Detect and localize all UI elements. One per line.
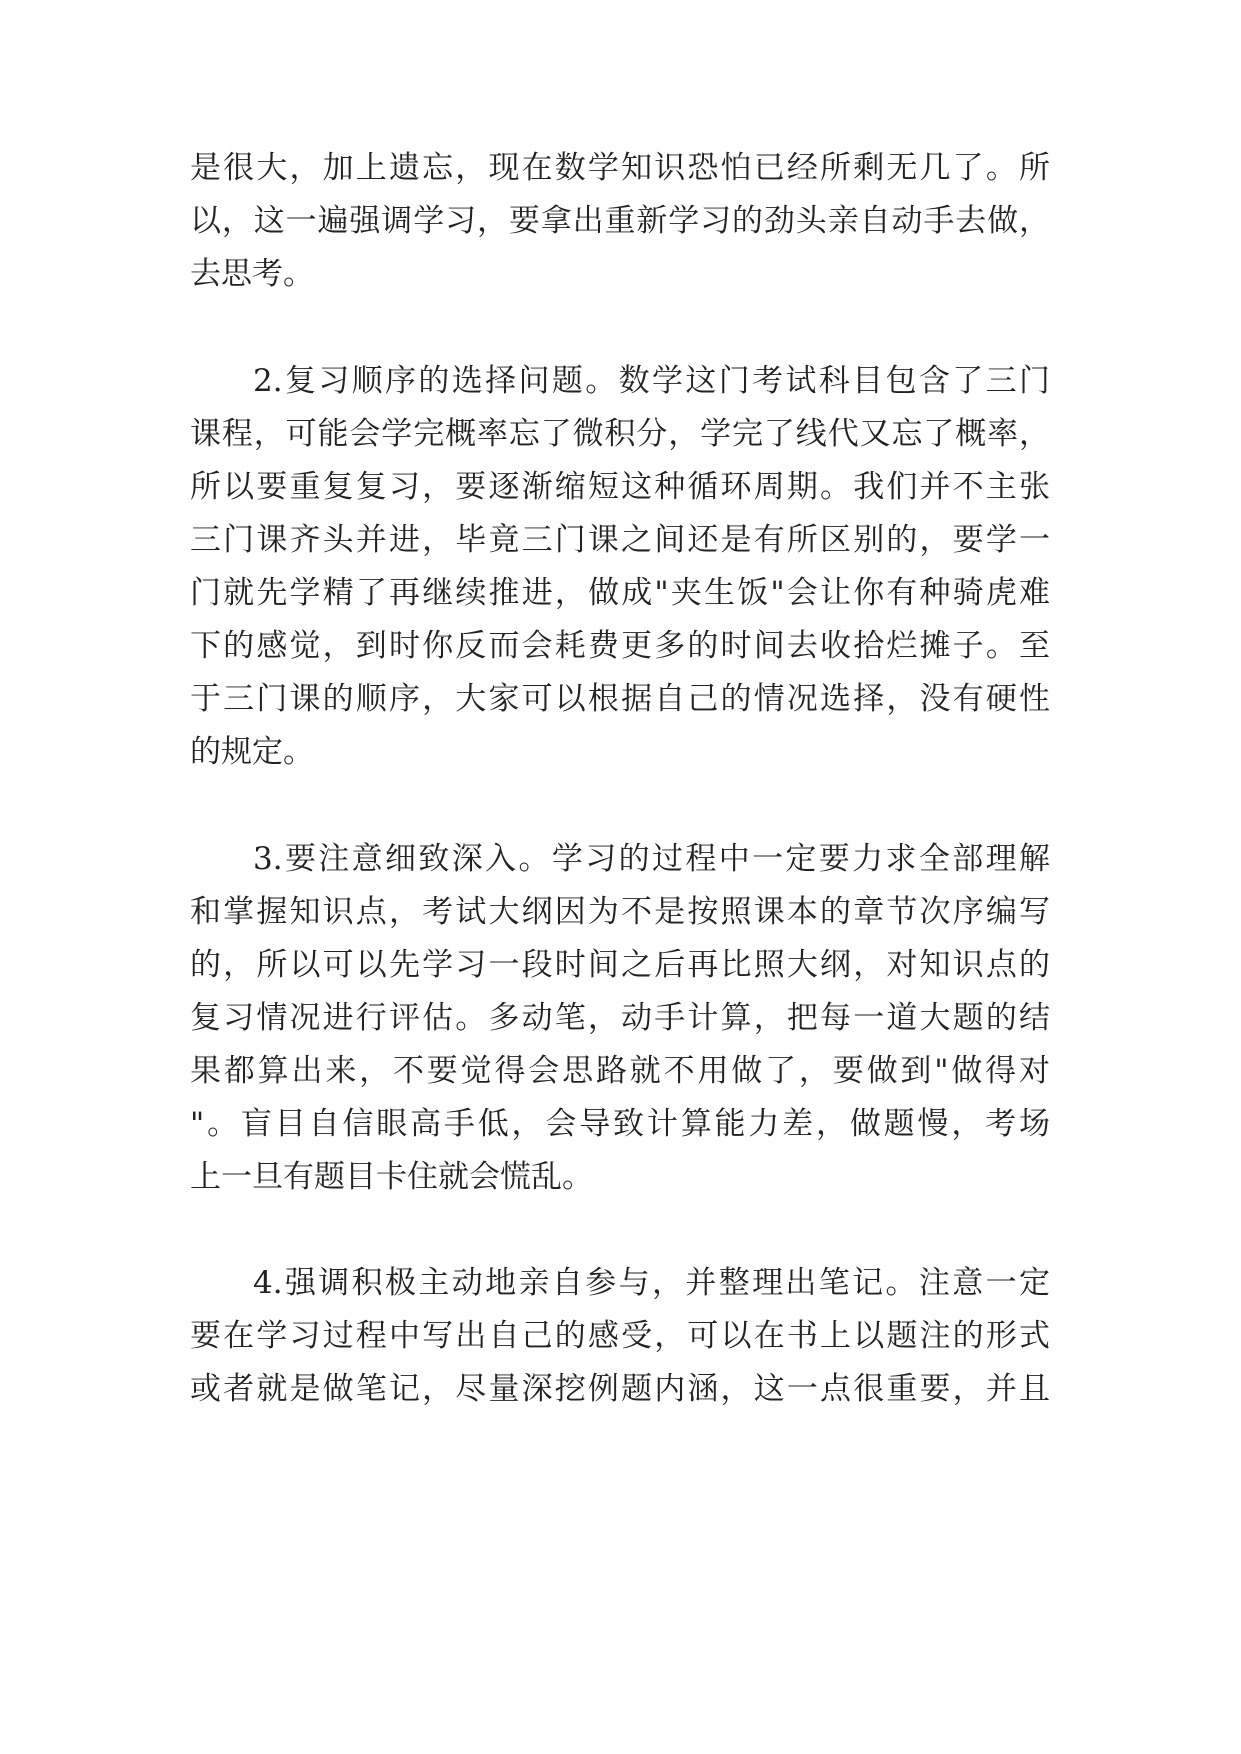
text-line: 下的感觉，到时你反而会耗费更多的时间去收拾烂摊子。至 <box>190 628 1050 664</box>
text-line: 的规定。 <box>190 734 314 770</box>
text-line: 复习情况进行评估。多动笔，动手计算，把每一道大题的结 <box>190 1000 1050 1036</box>
text-line: 要在学习过程中写出自己的感受，可以在书上以题注的形式 <box>190 1318 1050 1354</box>
text-line: 所以要重复复习，要逐渐缩短这种循环周期。我们并不主张 <box>190 469 1050 505</box>
text-line: 去思考。 <box>190 256 314 292</box>
text-line: 是很大，加上遗忘，现在数学知识恐怕已经所剩无几了。所 <box>190 150 1050 186</box>
text-line: 或者就是做笔记，尽量深挖例题内涵，这一点很重要，并且 <box>190 1371 1050 1407</box>
text-line: 门就先学精了再继续推进，做成"夹生饭"会让你有种骑虎难 <box>190 575 1050 611</box>
text-line: 3.要注意细致深入。学习的过程中一定要力求全部理解 <box>253 841 1050 877</box>
text-line: 于三门课的顺序，大家可以根据自己的情况选择，没有硬性 <box>190 681 1050 717</box>
text-line: "。盲目自信眼高手低，会导致计算能力差，做题慢，考场 <box>190 1106 1050 1142</box>
text-line: 4.强调积极主动地亲自参与，并整理出笔记。注意一定 <box>253 1265 1050 1301</box>
text-line: 三门课齐头并进，毕竟三门课之间还是有所区别的，要学一 <box>190 522 1050 558</box>
text-line: 的，所以可以先学习一段时间之后再比照大纲，对知识点的 <box>190 947 1050 983</box>
text-line: 课程，可能会学完概率忘了微积分，学完了线代又忘了概率， <box>190 416 1050 452</box>
text-line: 2.复习顺序的选择问题。数学这门考试科目包含了三门 <box>253 363 1050 399</box>
text-line: 以，这一遍强调学习，要拿出重新学习的劲头亲自动手去做， <box>190 203 1050 239</box>
text-line: 果都算出来，不要觉得会思路就不用做了，要做到"做得对 <box>190 1053 1050 1089</box>
text-line: 上一旦有题目卡住就会慌乱。 <box>190 1159 593 1195</box>
text-line: 和掌握知识点，考试大纲因为不是按照课本的章节次序编写 <box>190 894 1050 930</box>
